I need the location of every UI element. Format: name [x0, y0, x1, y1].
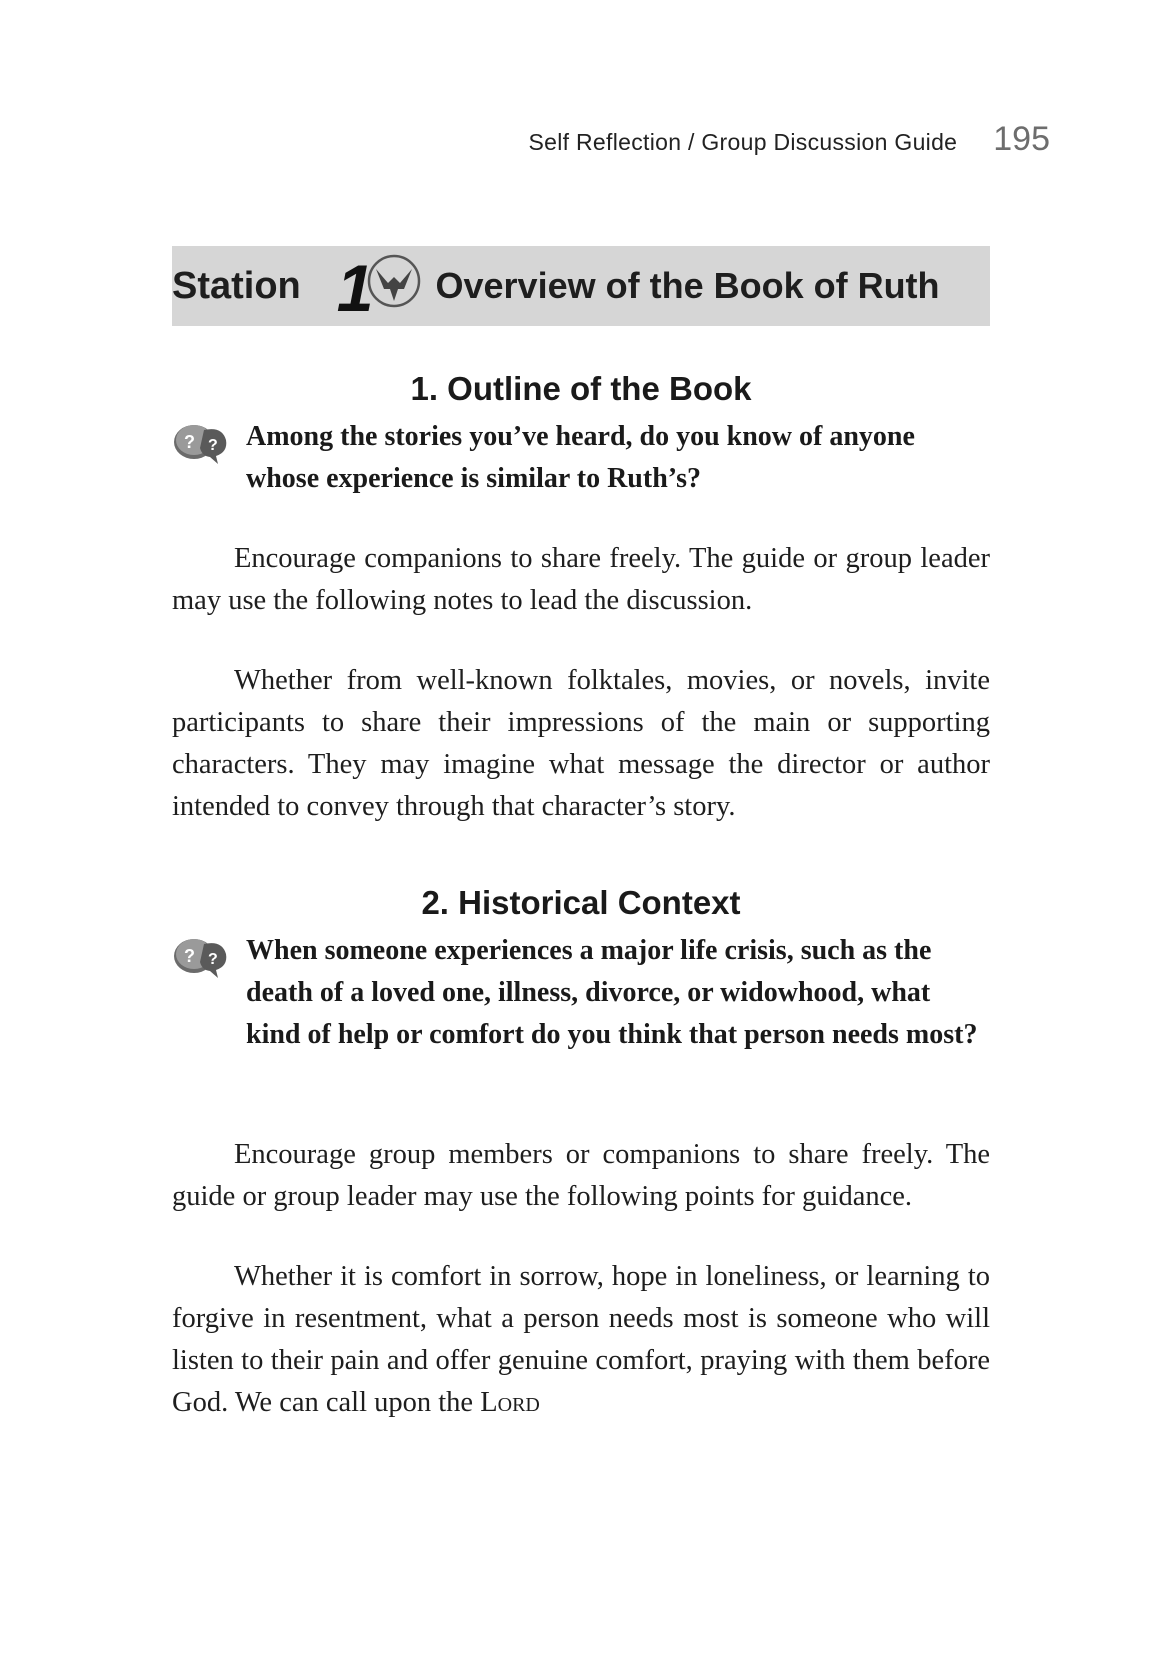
- page-number: 195: [993, 120, 1050, 158]
- discussion-question: [172, 416, 990, 500]
- station-banner: [172, 246, 990, 326]
- station-title: Overview of the Book of Ruth: [435, 265, 940, 306]
- lord-smallcaps: Lord: [480, 1387, 540, 1418]
- dove-emblem-icon: [364, 249, 422, 311]
- section-heading-outline: 1. Outline of the Book: [410, 370, 752, 407]
- station-number: 1: [336, 251, 374, 325]
- discussion-bubble-icon: [172, 418, 234, 468]
- paragraph-continued: [172, 1256, 990, 1424]
- running-title: Self Reflection / Group Discussion Guide: [528, 129, 958, 155]
- paragraph: Encourage companions to share freely. The guide or group leader may use the following notes to lead the discussion.: [172, 543, 990, 616]
- svg-text:?: ?: [208, 437, 218, 454]
- discussion-question: [172, 930, 990, 1056]
- discussion-bubble-icon: [172, 932, 234, 982]
- paragraph-text: Whether it is comfort in sorrow, hope in loneliness, or learning to forgive in resentment, what a person needs most is someone who will listen to their pain and offer genuine comfort, praying with them before God. We can call upon the: [172, 1261, 990, 1418]
- paragraph: Whether from well-known folktales, movies, or novels, invite participants to share their impressions of the main or supporting characters. They may imagine what message the director or author intended to convey through that character’s story.: [172, 665, 990, 822]
- svg-text:?: ?: [184, 432, 195, 452]
- section-heading-historical-context: 2. Historical Context: [421, 884, 741, 921]
- svg-text:?: ?: [208, 951, 218, 968]
- question-text: When someone experiences a major life crisis, such as the death of a loved one, illness, divorce, or widowhood, what kind of help or comfort do you think that person needs most?: [246, 935, 978, 1050]
- question-text: Among the stories you’ve heard, do you know of anyone whose experience is similar to Ruth’s?: [246, 421, 915, 494]
- paragraph: Encourage group members or companions to share freely. The guide or group leader may use the following points for guidance.: [172, 1139, 990, 1212]
- svg-text:?: ?: [184, 946, 195, 966]
- running-header: [460, 120, 1050, 170]
- station-label: Station: [172, 264, 301, 307]
